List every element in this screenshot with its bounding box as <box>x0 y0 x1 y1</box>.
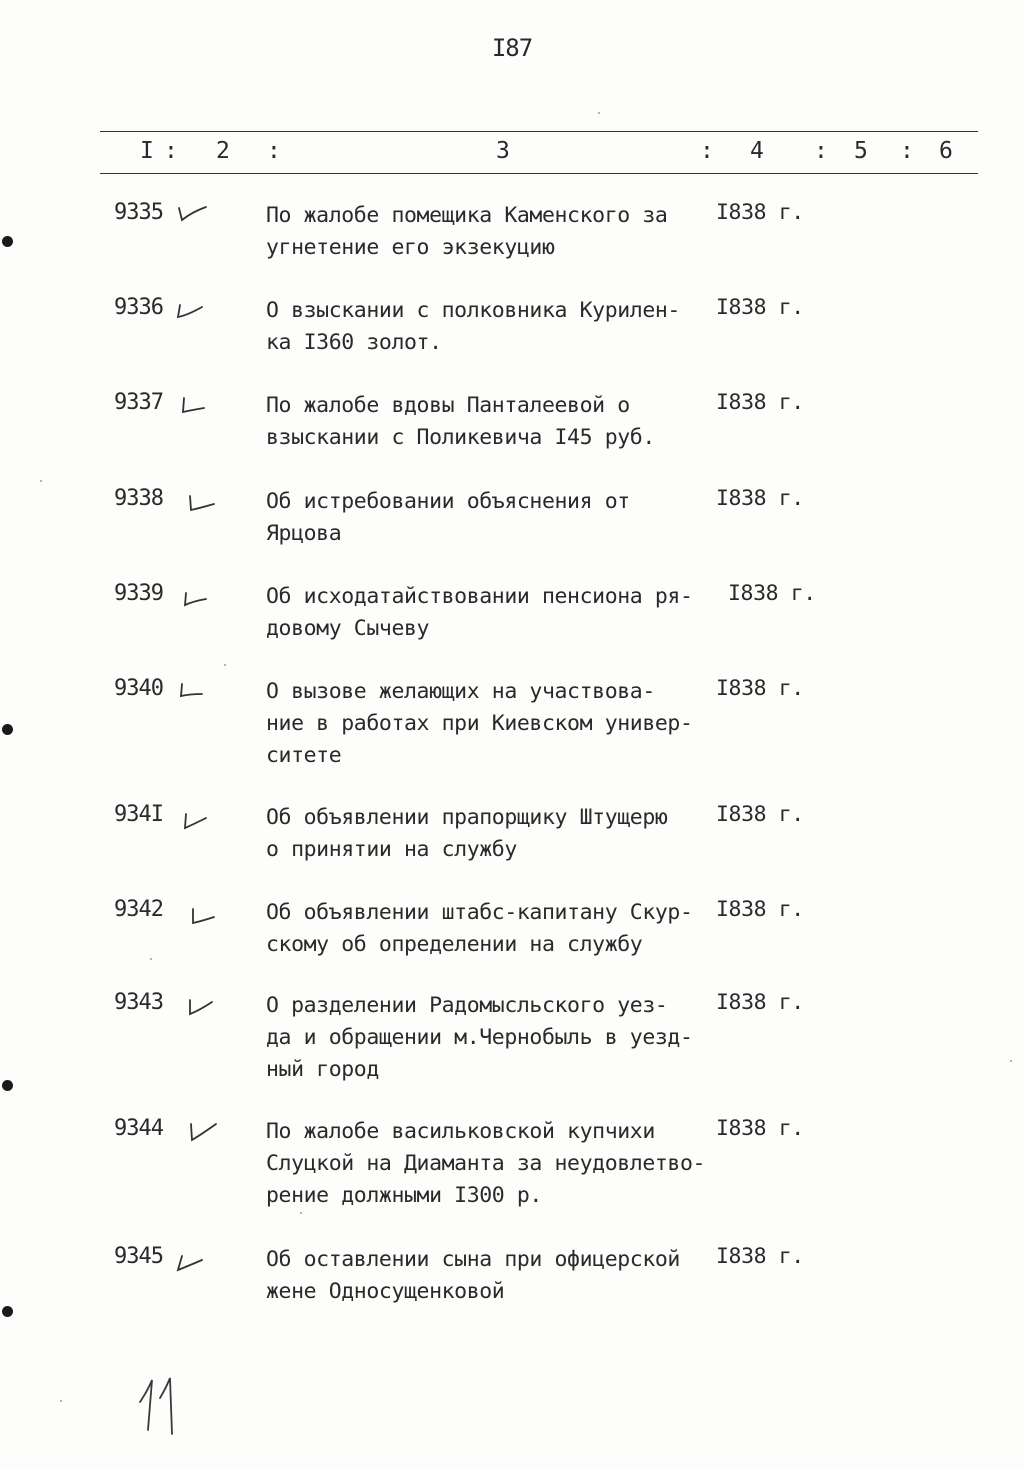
binder-hole <box>2 236 13 247</box>
entry-number: 9335 <box>114 200 163 225</box>
check-mark-icon <box>174 297 208 323</box>
entry-year: I838 г. <box>716 897 804 922</box>
column-separator: : <box>164 138 178 164</box>
paper-speck <box>300 1212 302 1214</box>
entry-number: 9344 <box>114 1116 163 1141</box>
binder-hole <box>2 1080 13 1091</box>
binder-hole <box>2 1306 13 1317</box>
check-mark-icon <box>178 392 212 418</box>
check-mark-icon <box>184 992 218 1018</box>
entry-title: О взыскании с полковника Курилен- ка I360 золот. <box>266 298 680 355</box>
page-number: I87 <box>491 34 533 62</box>
paper-speck <box>40 480 42 482</box>
entry-year: I838 г. <box>716 802 804 827</box>
check-mark-icon <box>180 804 214 830</box>
entry-title: По жалобе васильковской купчихи Слуцкой на Диаманта за неудовлетво- рение должными I300 р. <box>266 1119 706 1208</box>
column-header-5: 5 <box>854 138 868 164</box>
entry-title: Об объявлении штабс-капитану Скур- скому об определении на службу <box>266 900 693 957</box>
column-separator: : <box>700 138 714 164</box>
entry-number: 9337 <box>114 390 163 415</box>
entry-year: I838 г. <box>716 295 804 320</box>
entry-number: 9338 <box>114 486 163 511</box>
column-header-2: 2 <box>216 138 230 164</box>
entry-title: О разделении Радомысльского уез- да и обращении м.Чернобыль в уезд- ный город <box>266 993 693 1082</box>
entry-title: О вызове желающих на участвова- ние в работах при Киевском универ- ситете <box>266 679 693 768</box>
handwritten-note <box>136 1372 196 1438</box>
entry-title: По жалобе вдовы Панталеевой о взыскании с Поликевича I45 руб. <box>266 393 655 450</box>
paper-speck <box>598 112 600 114</box>
entry-year: I838 г. <box>716 390 804 415</box>
column-header-6: 6 <box>939 138 953 164</box>
header-top-rule <box>100 131 978 132</box>
entry-number: 9339 <box>114 581 163 606</box>
column-header-3: 3 <box>496 138 510 164</box>
entry-number: 934I <box>114 802 163 827</box>
entry-title: Об исходатайствовании пенсиона ря- довому Сычеву <box>266 584 693 641</box>
column-header-4: 4 <box>750 138 764 164</box>
entry-year: I838 г. <box>716 200 804 225</box>
column-separator: : <box>900 138 914 164</box>
header-bottom-rule <box>100 173 978 174</box>
entry-title: По жалобе помещика Каменского за угнетение его экзекуцию <box>266 203 668 260</box>
entry-title: Об оставлении сына при офицерской жене Односущенковой <box>266 1247 680 1304</box>
entry-title: Об истребовании объяснения от Ярцова <box>266 489 630 546</box>
entry-year: I838 г. <box>728 581 816 606</box>
entry-number: 9336 <box>114 295 163 320</box>
entry-year: I838 г. <box>716 990 804 1015</box>
check-mark-icon <box>184 488 218 514</box>
column-separator: : <box>814 138 828 164</box>
entry-number: 9342 <box>114 897 163 922</box>
entry-number: 9340 <box>114 676 163 701</box>
entry-title: Об объявлении прапорщику Штущерю о принятии на службу <box>266 805 668 862</box>
check-mark-icon <box>188 899 222 925</box>
check-mark-icon <box>186 1118 220 1144</box>
check-mark-icon <box>176 202 210 228</box>
paper-speck <box>224 664 226 666</box>
check-mark-icon <box>174 1246 208 1272</box>
check-mark-icon <box>176 678 210 704</box>
paper-speck <box>150 958 152 960</box>
binder-hole <box>2 724 13 735</box>
entry-year: I838 г. <box>716 486 804 511</box>
check-mark-icon <box>180 583 214 609</box>
column-header-1: I <box>140 138 154 164</box>
paper-speck <box>60 1400 62 1402</box>
entry-year: I838 г. <box>716 1244 804 1269</box>
paper-speck <box>1010 1060 1012 1062</box>
entry-year: I838 г. <box>716 1116 804 1141</box>
entry-year: I838 г. <box>716 676 804 701</box>
entry-number: 9343 <box>114 990 163 1015</box>
entry-number: 9345 <box>114 1244 163 1269</box>
column-separator: : <box>267 138 281 164</box>
